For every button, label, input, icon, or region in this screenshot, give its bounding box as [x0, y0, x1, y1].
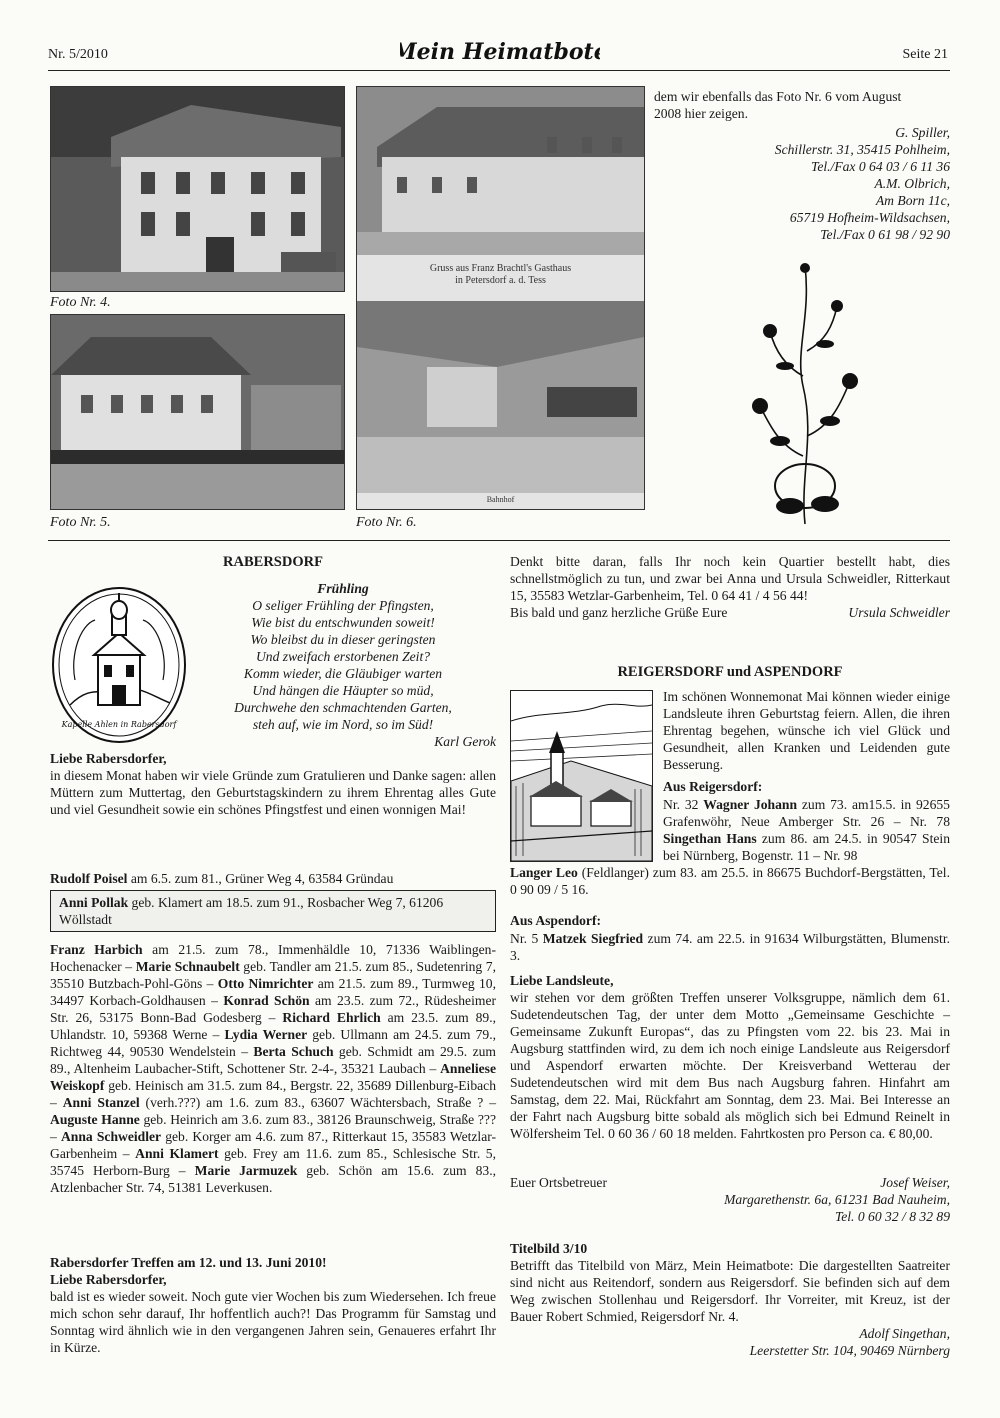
poem-line: Und zweifach erstorbenen Zeit? — [255, 649, 431, 664]
chapel-emblem — [50, 585, 188, 745]
caption-photo-6: Foto Nr. 6. — [356, 515, 417, 530]
person-name: Matzek Siegfried — [542, 931, 644, 946]
photo-contributors — [654, 124, 950, 243]
page-number: Seite 21 — [902, 47, 948, 62]
titelbild-heading: Titelbild 3/10 — [510, 1241, 588, 1256]
person-details: geb. Klamert am 18.5. zum 91., Rosbacher Weg 7, 61206 Wöllstadt — [59, 895, 444, 927]
person-details: zum 74. am 22.5. in 91634 Wilburgstätten, Blumenstr. 3. — [510, 931, 951, 963]
person-details: geb. Heinisch am 31.5. zum 84., Bergstr. 22, 35689 Dillenburg-Eibach – — [50, 1078, 496, 1110]
caption-photo-5: Foto Nr. 5. — [50, 515, 111, 530]
birthday-poisel — [50, 870, 496, 887]
rabersdorf-body — [50, 750, 496, 818]
person-name: Lydia Werner — [224, 1027, 308, 1042]
floral-ornament — [745, 256, 865, 528]
person-name: Anni Klamert — [135, 1146, 219, 1161]
photo-intro-text — [654, 88, 950, 122]
person-name: Konrad Schön — [223, 993, 310, 1008]
person-name: Singethan Hans — [663, 831, 757, 846]
photo-5 — [50, 314, 345, 510]
chapel-caption: Kapelle Ahlen in Rabersdorf — [61, 720, 177, 729]
poem-line: Und hängen die Häupter so müd, — [252, 683, 434, 698]
village-illustration — [510, 690, 653, 862]
masthead-logo — [400, 34, 600, 66]
contributor-line: A.M. Olbrich, — [874, 176, 950, 191]
poem-line: Durchwehe den schmachtenden Garten, — [234, 700, 452, 715]
person-name: Anna Schweidler — [60, 1129, 162, 1144]
entry-prefix: Nr. 5 — [510, 931, 543, 946]
caption-photo-4: Foto Nr. 4. — [50, 295, 111, 310]
person-details: geb. Schön am 15.6. zum 83., Atzlenbacher Str. 74, 51381 Leverkusen. — [50, 1163, 496, 1195]
person-details: geb. Tandler am 21.5. zum 85., Sudetenring 7, 35510 Butzbach-Pohl-Göns – — [50, 959, 497, 991]
person-details: zum 73. am15.5. in 92655 Grafenwöhr, Neue Amberger Str. 26 – Nr. 78 — [663, 797, 950, 829]
contributor-line: Am Born 11c, — [875, 193, 950, 208]
person-name: Rudolf Poisel — [50, 871, 128, 886]
farewell-text: Bis bald und ganz herzliche Grüße Eure — [510, 605, 728, 620]
poem-line: steh auf, wie im Nord, so im Süd! — [252, 717, 434, 732]
betreuer-signature — [510, 1174, 950, 1225]
photo-4 — [50, 86, 345, 292]
poem-line: Komm wieder, die Gläubiger warten — [243, 666, 443, 681]
quarter-reminder: Denkt bitte daran, falls Ihr noch kein Quartier bestellt habt, dies schnellstmöglich zu tun, und zwar bei Anna und Ursula Schweidler, Ritterkaut 15, 35583 Wetzlar-Garbenheim, Tel. 0 64 41 / 4 56 44! — [510, 554, 950, 603]
contributor-line: 65719 Hofheim-Wildsachsen, — [789, 210, 950, 225]
person-details: geb. Frey am 11.6. zum 85., Schlesische Str. 5, 35745 Herborn-Burg – — [50, 1146, 497, 1178]
person-details: (Feldlanger) zum 83. am 25.5. in 86675 Buchdorf-Bergstätten, Tel. 0 90 09 / 5 16. — [510, 865, 950, 897]
photo-6-station-label: Bahnhof — [486, 495, 515, 504]
person-details: am 23.5. zum 89., Uhlandstr. 10, 59368 Werne – — [50, 1010, 497, 1042]
aus-aspendorf-heading: Aus Aspendorf: — [510, 913, 602, 928]
photo-6 — [356, 86, 645, 510]
person-name: Richard Ehrlich — [282, 1010, 381, 1025]
entry-prefix: Nr. 32 — [663, 797, 704, 812]
person-details: geb. Heinrich am 3.6. zum 83., 38126 Braunschweig, Straße ??? – — [50, 1112, 496, 1144]
masthead-text: Mein Heimatbote — [400, 39, 600, 65]
contributor-line: G. Spiller, — [895, 125, 950, 140]
signature-line: Josef Weiser, — [880, 1175, 950, 1190]
person-details: geb. Schmidt am 29.5. zum 89., Altenheim Laubacher-Stift, Schottener Str. 2-4-, 35321 Laubach – — [50, 1044, 496, 1076]
meeting-text: bald ist es wieder soweit. Noch gute vier Wochen bis zum Wiedersehen. Ich freue mich schon sehr darauf, Ihr hoffentlich auch?! Das Programm für Samstag und Sonntag wird ähnlich wie in den vergangenen Jahren sein, Genaueres erfahrt Ihr in Kürze. — [50, 1289, 496, 1355]
contributor-line: Schillerstr. 31, 35415 Pohlheim, — [774, 142, 950, 157]
person-name: Otto Nimrichter — [217, 976, 314, 991]
person-details: geb. Ullmann am 24.5. zum 79., Richtweg 44, 90530 Wendelstein – — [50, 1027, 496, 1059]
greeting: Liebe Rabersdorfer, — [50, 751, 167, 766]
rabersdorf-title: RABERSDORF — [223, 554, 323, 570]
person-name: Franz Harbich — [50, 942, 143, 957]
reigersdorf-birthdays-b — [510, 864, 950, 898]
titelbild-signature — [510, 1325, 950, 1359]
contributor-line: Tel./Fax 0 61 98 / 92 90 — [820, 227, 950, 242]
reigersdorf-intro: Im schönen Wonnemonat Mai können wieder einige Landsleute ihren Geburtstag feiern. Allen, die ihren Ehrentag begehen, wünsche ich viel Glück und Gesundheit, allen Kranken und Leidenden gute Besserung. — [663, 689, 950, 772]
signature-line: Leerstetter Str. 104, 90469 Nürnberg — [749, 1343, 950, 1358]
farewell-signature: Ursula Schweidler — [848, 605, 950, 620]
meeting-greeting: Liebe Rabersdorfer, — [50, 1272, 167, 1287]
person-name: Langer Leo — [510, 865, 578, 880]
poem-line: Wo bleibst du in dieser geringsten — [250, 632, 436, 647]
person-name: Marie Schnaubelt — [135, 959, 240, 974]
poem-author: Karl Gerok — [434, 734, 496, 749]
aus-reigersdorf-heading: Aus Reigersdorf: — [663, 779, 763, 794]
intro-paragraph: in diesem Monat haben wir viele Gründe zum Gratulieren und Danke sagen: allen Müttern zum Muttertag, den Geburtstagskindern zu ihrem Ehrentag alles Gute und viel Gesundheit sowie ein schönes Pfingstfest und einen wonnigen Mai! — [50, 768, 496, 817]
signature-line: Margarethenstr. 6a, 61231 Bad Nauheim, — [724, 1192, 950, 1207]
person-details: zum 86. am 24.5. in 90547 Stein bei Nürnberg, Bogenstr. 11 – Nr. 98 — [663, 831, 951, 863]
poem-title: Frühling — [317, 581, 369, 596]
landsleute-text: wir stehen vor dem größten Treffen unserer Volksgruppe, nämlich dem 61. Sudetendeutschen Tag, der unter dem Motto „Gemeinsame Geschichte – Gemeinsame Zukunft Europas“, das zu Pfingsten vom 22. bis 23. Mai in Augsburg stattfinden wird, zu dem ich noch einige Landsleute aus Reigersdorf und Aspendorf erwarten möchte. Der Kreisverband Wetterau der Sudetendeutschen wird mit dem Bus nach Augsburg fahren. Hinfahrt am Samstag, dem 22. Mai, Rückfahrt am Sonntag, dem 23. Mai. Bei Interesse an der Fahrt nach Augsburg bitte sobald als möglich sich bei Edmund Reinelt in Wölfersheim Tel. 0 60 36 / 60 18 melden. Fahrtkosten pro Person ca. € 80,00. — [510, 990, 950, 1141]
meeting-title: Rabersdorfer Treffen am 12. und 13. Juni 2010! — [50, 1255, 327, 1270]
reigersdorf-birthdays-a — [663, 796, 950, 864]
landsleute-section — [510, 972, 950, 1142]
aspendorf-birthdays — [510, 930, 950, 964]
header-rule — [48, 70, 950, 71]
signature-line: Tel. 0 60 32 / 8 32 89 — [834, 1209, 950, 1224]
meeting-section — [50, 1254, 496, 1356]
section-rule — [48, 540, 950, 541]
photo-6-greeting-1: Gruss aus Franz Brachtl's Gasthaus — [429, 263, 572, 274]
person-name: Anneliese Weiskopf — [50, 1061, 496, 1093]
person-name: Anni Pollak — [59, 895, 129, 910]
person-details: am 21.5. zum 78., Immenhäldle 10, 71336 Waiblingen-Hochenacker – — [50, 942, 496, 974]
person-details: am 23.5. zum 72., Rüdesheimer Str. 26, 53175 Bonn-Bad Godesberg – — [50, 993, 496, 1025]
person-details: (verh.???) am 1.6. zum 83., 63607 Wächtersbach, Straße ? – — [139, 1095, 496, 1110]
person-name: Anni Stanzel — [62, 1095, 140, 1110]
poem — [190, 580, 496, 733]
person-name: Wagner Johann — [703, 797, 798, 812]
poem-line: Wie bist du entschwunden soweit! — [251, 615, 435, 630]
person-name: Auguste Hanne — [50, 1112, 140, 1127]
signature-line: Adolf Singethan, — [859, 1326, 950, 1341]
person-details: am 21.5. zum 89., Turmweg 10, 34497 Korbach-Goldhausen – — [50, 976, 496, 1008]
reigersdorf-title: REIGERSDORF und ASPENDORF — [617, 664, 843, 680]
person-name: Marie Jarmuzek — [194, 1163, 298, 1178]
person-name: Berta Schuch — [253, 1044, 334, 1059]
betreuer-label: Euer Ortsbetreuer — [510, 1175, 607, 1190]
person-details: am 6.5. zum 81., Grüner Weg 4, 63584 Gründau — [127, 871, 394, 886]
birthday-list — [50, 941, 496, 1196]
landsleute-heading: Liebe Landsleute, — [510, 973, 614, 988]
photo-6-greeting-2: in Petersdorf a. d. Tess — [455, 275, 546, 286]
person-details: geb. Korger am 4.6. zum 87., Ritterkaut 15, 35583 Wetzlar-Garbenheim – — [50, 1129, 497, 1161]
contributor-line: Tel./Fax 0 64 03 / 6 11 36 — [811, 159, 950, 174]
titelbild-text: Betrifft das Titelbild von März, Mein Heimatbote: Die dargestellten Saatreiter sind nicht aus Reitendorf, sondern aus Reigersdorf. Sie befinden sich auf dem Weg zwischen Stollenhau und Reigersdorf. Ihr Vorreiter, mit Kreuz, ist der Bauer Robert Schmied, Reigersdorf Nr. 4. — [510, 1258, 950, 1324]
birthday-pollak-box — [50, 890, 496, 932]
poem-line: O seliger Frühling der Pfingsten, — [252, 598, 434, 613]
intro-line: dem wir ebenfalls das Foto Nr. 6 vom August — [654, 89, 902, 104]
issue-number: Nr. 5/2010 — [48, 47, 108, 62]
intro-line: 2008 hier zeigen. — [654, 106, 748, 121]
farewell-line — [510, 604, 950, 621]
